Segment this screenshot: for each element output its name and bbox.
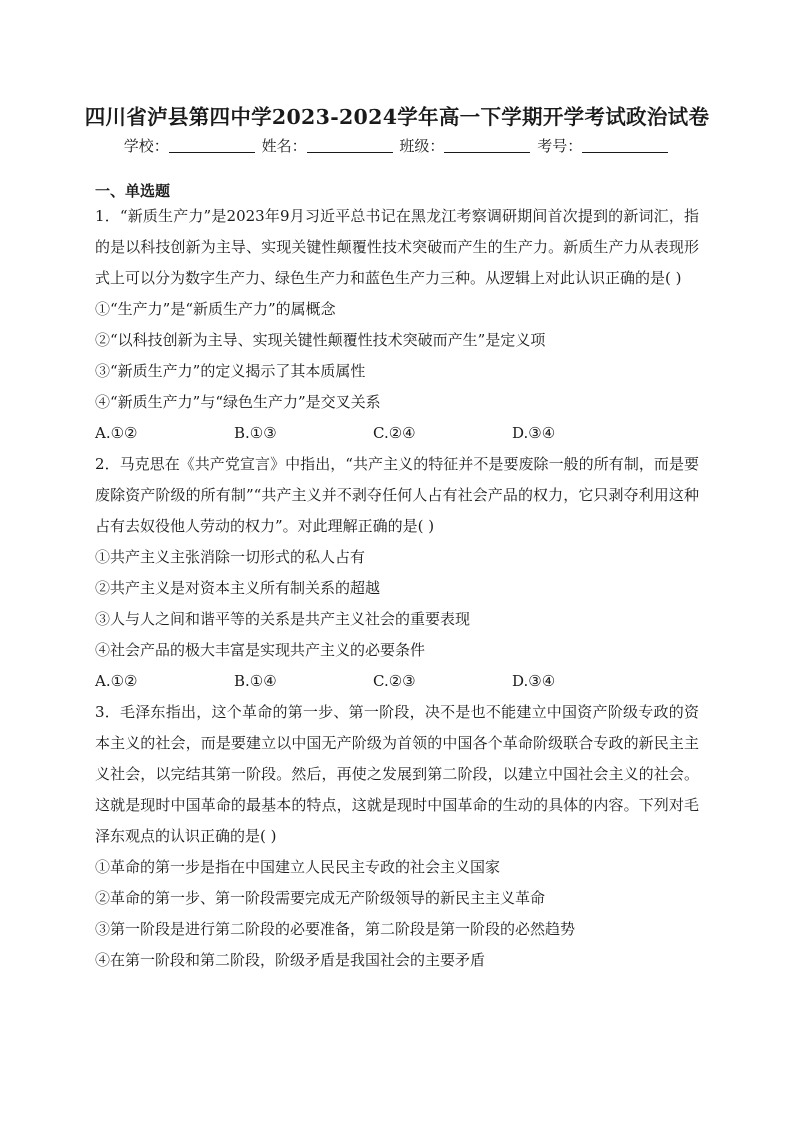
choice-b: B.①③: [234, 424, 277, 442]
question-stem: 1．“新质生产力”是2023年9月习近平总书记在黑龙江考察调研期间首次提到的新词汇，指的是以科技创新为主导、实现关键性颠覆性技术突破而产生的生产力。新质生产力从表现形式上可以分为数字生产力、绿色生产力和蓝色生产力三种。从逻辑上对此认识正确的是( ): [95, 207, 699, 287]
choice-a: A.①②: [95, 424, 138, 442]
choice-a: A.①②: [95, 672, 138, 690]
statement-option: ④在第一阶段和第二阶段，阶级矛盾是我国社会的主要矛盾: [95, 951, 486, 969]
answer-choices: [95, 666, 699, 697]
exam-number-label: 考号：: [537, 137, 583, 155]
statement-option: ④“新质生产力”与“绿色生产力”是交叉关系: [95, 393, 381, 411]
answer-choices: [95, 418, 699, 449]
exam-title: 四川省泸县第四中学2023-2024学年高一下学期开学考试政治试卷: [84, 105, 710, 129]
choice-d: D.③④: [512, 672, 556, 690]
questions-list: [95, 201, 699, 976]
name-blank: [307, 138, 393, 153]
statement-option: ①共产主义主张消除一切形式的私人占有: [95, 548, 366, 566]
school-label: 学校：: [123, 137, 169, 155]
choice-b: B.①④: [234, 672, 277, 690]
statement-option: ①革命的第一步是指在中国建立人民民主专政的社会主义国家: [95, 858, 501, 876]
choice-c: C.②③: [373, 672, 416, 690]
question-2: [95, 449, 699, 697]
statement-option: ②共产主义是对资本主义所有制关系的超越: [95, 579, 381, 597]
statement-option: ①“生产力”是“新质生产力”的属概念: [95, 300, 336, 318]
exam-number-blank: [582, 138, 668, 153]
school-blank: [169, 138, 255, 153]
statement-option: ③人与人之间和谐平等的关系是共产主义社会的重要表现: [95, 610, 471, 628]
student-info-line: [0, 135, 794, 156]
statement-option: ②“以科技创新为主导、实现关键性颠覆性技术突破而产生”是定义项: [95, 331, 546, 349]
statement-option: ②革命的第一步、第一阶段需要完成无产阶级领导的新民主主义革命: [95, 889, 546, 907]
question-stem: 3．毛泽东指出，这个革命的第一步、第一阶段，决不是也不能建立中国资产阶级专政的资本主义的社会，而是要建立以中国无产阶级为首领的中国各个革命阶级联合专政的新民主主义社会，以完结其第一阶段。然后，再使之发展到第二阶段，以建立中国社会主义的社会。这就是现时中国革命的最基本的特点，这就是现时中国革命的生动的具体的内容。下列对毛泽东观点的认识正确的是( ): [95, 703, 699, 845]
choice-d: D.③④: [512, 424, 556, 442]
class-label: 班级：: [399, 137, 445, 155]
class-blank: [444, 138, 530, 153]
question-stem: 2．马克思在《共产党宣言》中指出，“共产主义的特征并不是要废除一般的所有制，而是要废除资产阶级的所有制”“共产主义并不剥夺任何人占有社会产品的权力，它只剥夺利用这种占有去奴役他人劳动的权力”。对此理解正确的是( ): [95, 455, 699, 535]
question-1: [95, 201, 699, 449]
name-label: 姓名：: [261, 137, 307, 155]
section-heading: 一、单选题: [95, 182, 171, 200]
statement-option: ③第一阶段是进行第二阶段的必要准备，第二阶段是第一阶段的必然趋势: [95, 920, 576, 938]
choice-c: C.②④: [373, 424, 416, 442]
statement-option: ④社会产品的极大丰富是实现共产主义的必要条件: [95, 641, 426, 659]
statement-option: ③“新质生产力”的定义揭示了其本质属性: [95, 362, 366, 380]
question-3: [95, 697, 699, 976]
